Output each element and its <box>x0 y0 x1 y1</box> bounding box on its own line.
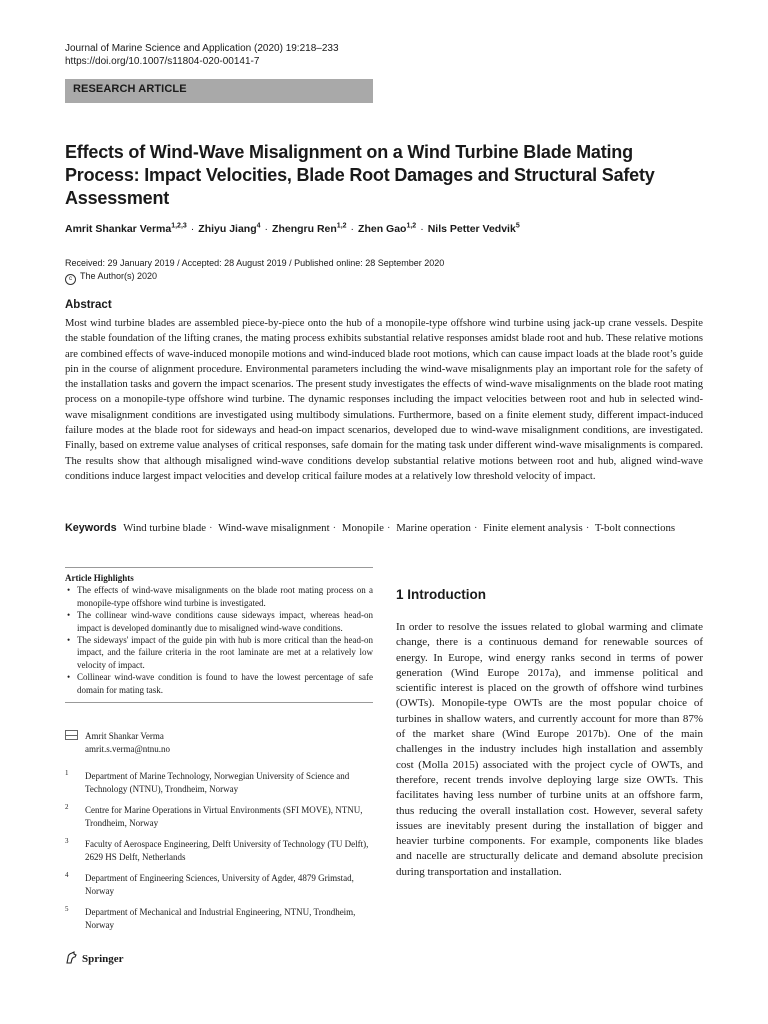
journal-header <box>65 42 485 68</box>
highlight-item: • Collinear wind-wave condition is found to have the lowest percentage of safe domain for mating task. <box>65 671 373 696</box>
keyword: Finite element analysis <box>483 522 583 534</box>
doi-link[interactable]: https://doi.org/10.1007/s11804-020-00141-7 <box>65 56 260 67</box>
highlights-list <box>65 584 373 696</box>
keyword: T-bolt connections <box>594 522 676 534</box>
paper-title: Effects of Wind-Wave Misalignment on a Wind Turbine Blade Mating Process: Impact Velocities, Blade Root Damages and Structural Safety Assessment <box>65 142 655 208</box>
highlight-item: • The effects of wind-wave misalignments on the blade root mating process on a monopile-type offshore wind turbine is investigated. <box>65 584 373 609</box>
affiliation: 4 Department of Engineering Sciences, University of Agder, 4879 Grimstad, Norway <box>65 871 354 896</box>
publication-dates <box>65 257 444 285</box>
affiliation: 2 Centre for Marine Operations in Virtual Environments (SFI MOVE), NTNU, Trondheim, Norway <box>65 803 363 828</box>
journal-citation: Journal of Marine Science and Application (2020) 19:218–233 <box>65 43 339 54</box>
keyword: Wind turbine blade <box>123 522 207 534</box>
author-name[interactable]: Nils Petter Vedvik$^5$ <box>427 222 520 235</box>
dates-line: Received: 29 January 2019 / Accepted: 28 August 2019 / Published online: 28 September 2020 <box>65 258 445 268</box>
cc-icon: c <box>65 274 76 285</box>
keywords-label: Keywords <box>65 522 117 534</box>
highlight-item: • The sideways' impact of the guide pin with hub is more critical than the head-on impact, and the failure criteria in the root laminate are met at a relatively low velocity of impact. <box>65 634 373 671</box>
abstract-heading: Abstract <box>65 299 112 311</box>
article-type-label: RESEARCH ARTICLE <box>73 83 187 95</box>
corresponding-author <box>65 730 373 755</box>
affiliation: 1 Department of Marine Technology, Norwegian University of Science and Technology (NTNU), Trondheim, Norway <box>65 769 350 794</box>
section-heading: 1 Introduction <box>396 587 486 602</box>
author-name[interactable]: Zhen Gao$^{1,2}$ <box>358 222 417 235</box>
article-highlights <box>65 567 373 703</box>
corresponding-name: Amrit Shankar Verma <box>85 731 164 741</box>
corresponding-email[interactable]: amrit.s.verma@ntnu.no <box>85 743 171 754</box>
highlight-item: • The collinear wind-wave conditions cause sideways impact, whereas head-on impact is developed dominantly due to misaligned wind-wave conditions. <box>65 609 373 634</box>
copyright-line: c The Author(s) 2020 <box>65 270 444 285</box>
affiliations <box>65 770 373 940</box>
article-type-banner <box>65 79 373 103</box>
highlights-title: Article Highlights <box>65 573 134 583</box>
keywords: Keywords Wind turbine blade · Wind-wave misalignment · Monopile · Marine operation · Finite element analysis · T-bolt connections <box>65 522 676 534</box>
author-name[interactable]: Zhengru Ren$^{1,2}$ <box>272 222 347 235</box>
author-list: Amrit Shankar Verma$^{1,2,3}$ · Zhiyu Jiang$^4$ · Zhengru Ren$^{1,2}$ · Zhen Gao$^{1,2}$ · Nils Petter Vedvik$^5$ <box>65 222 520 235</box>
envelope-icon <box>65 730 78 740</box>
springer-horse-icon <box>65 951 78 964</box>
author-name[interactable]: Amrit Shankar Verma$^{1,2,3}$ <box>65 222 187 235</box>
publisher-logo <box>65 951 124 965</box>
author-name[interactable]: Zhiyu Jiang$^4$ <box>198 222 261 235</box>
keyword: Wind-wave misalignment <box>218 522 330 534</box>
abstract-body: Most wind turbine blades are assembled piece-by-piece onto the hub of a monopile-type offshore wind turbine using jack-up crane vessels. Despite the stable foundation of the lifting cranes, the mating process exhibits substantial relative responses amidst blade root and hub. These relative motions are combined effects of wave-induced monopile motions and wind-induced blade root motions, which can cause impact loads at the blade root’s guide pin in the course of alignment procedure. Environmental parameters including the wind-wave misalignments play an important role for the safety of the installation tasks and govern the impact scenarios. The present study investigates the effects of wind-wave misalignments on the blade root mating process on a monopile-type offshore wind turbine. The dynamic responses including the impact velocities between root and hub in selected wind-wave misalignment conditions are investigated using multibody simulations. Furthermore, based on a finite element study, different impact-induced failure modes at the blade root for sideways and head-on impact scenarios, developed due to wind-wave misalignment conditions, are investigated. Finally, based on extreme value analyses of critical responses, safe domain for the mating task under different wind-wave misalignments is compared. The results show that although misaligned wind-wave conditions develop substantial relative motions between root and hub, aligned wind-wave conditions induce largest impact velocities and develop critical failure modes at a relatively low threshold velocity of impact. <box>65 318 703 482</box>
keyword: Monopile <box>341 522 384 534</box>
introduction-body: In order to resolve the issues related to global warming and climate change, there is a continuous demand for renewable sources of energy. In Europe, wind energy ranks second in terms of power generation (Wind Europe 2017a), and immense political and scientific interest is placed on the growth of offshore wind turbines (OWTs). Monopile-type OWTs are the most popular choice of turbines in shallow waters, and currently account for more than 87% of the market share (Wind Europe 2017b). One of the main challenges in the industry includes high installation and assembly cost (Molla 2015) associated with the project cycle of OWTs, and therefore, recent trends involve deploying large size OWTs. This facilitates having less number of turbine units at an offshore farm, thus reducing the overall installation cost. However, several safety issues are inevitably present during the installation of bigger and heavier turbine components. For example, components like blades and nacelle are structurally delicate and demand absolute precision during transportation and installation. <box>396 621 703 878</box>
affiliation: 5 Department of Mechanical and Industrial Engineering, NTNU, Trondheim, Norway <box>65 905 356 930</box>
affiliation: 3 Faculty of Aerospace Engineering, Delft University of Technology (TU Delft), 2629 HS Delft, Netherlands <box>65 837 369 862</box>
keyword: Marine operation <box>396 522 471 534</box>
publisher-name: Springer <box>82 953 124 965</box>
